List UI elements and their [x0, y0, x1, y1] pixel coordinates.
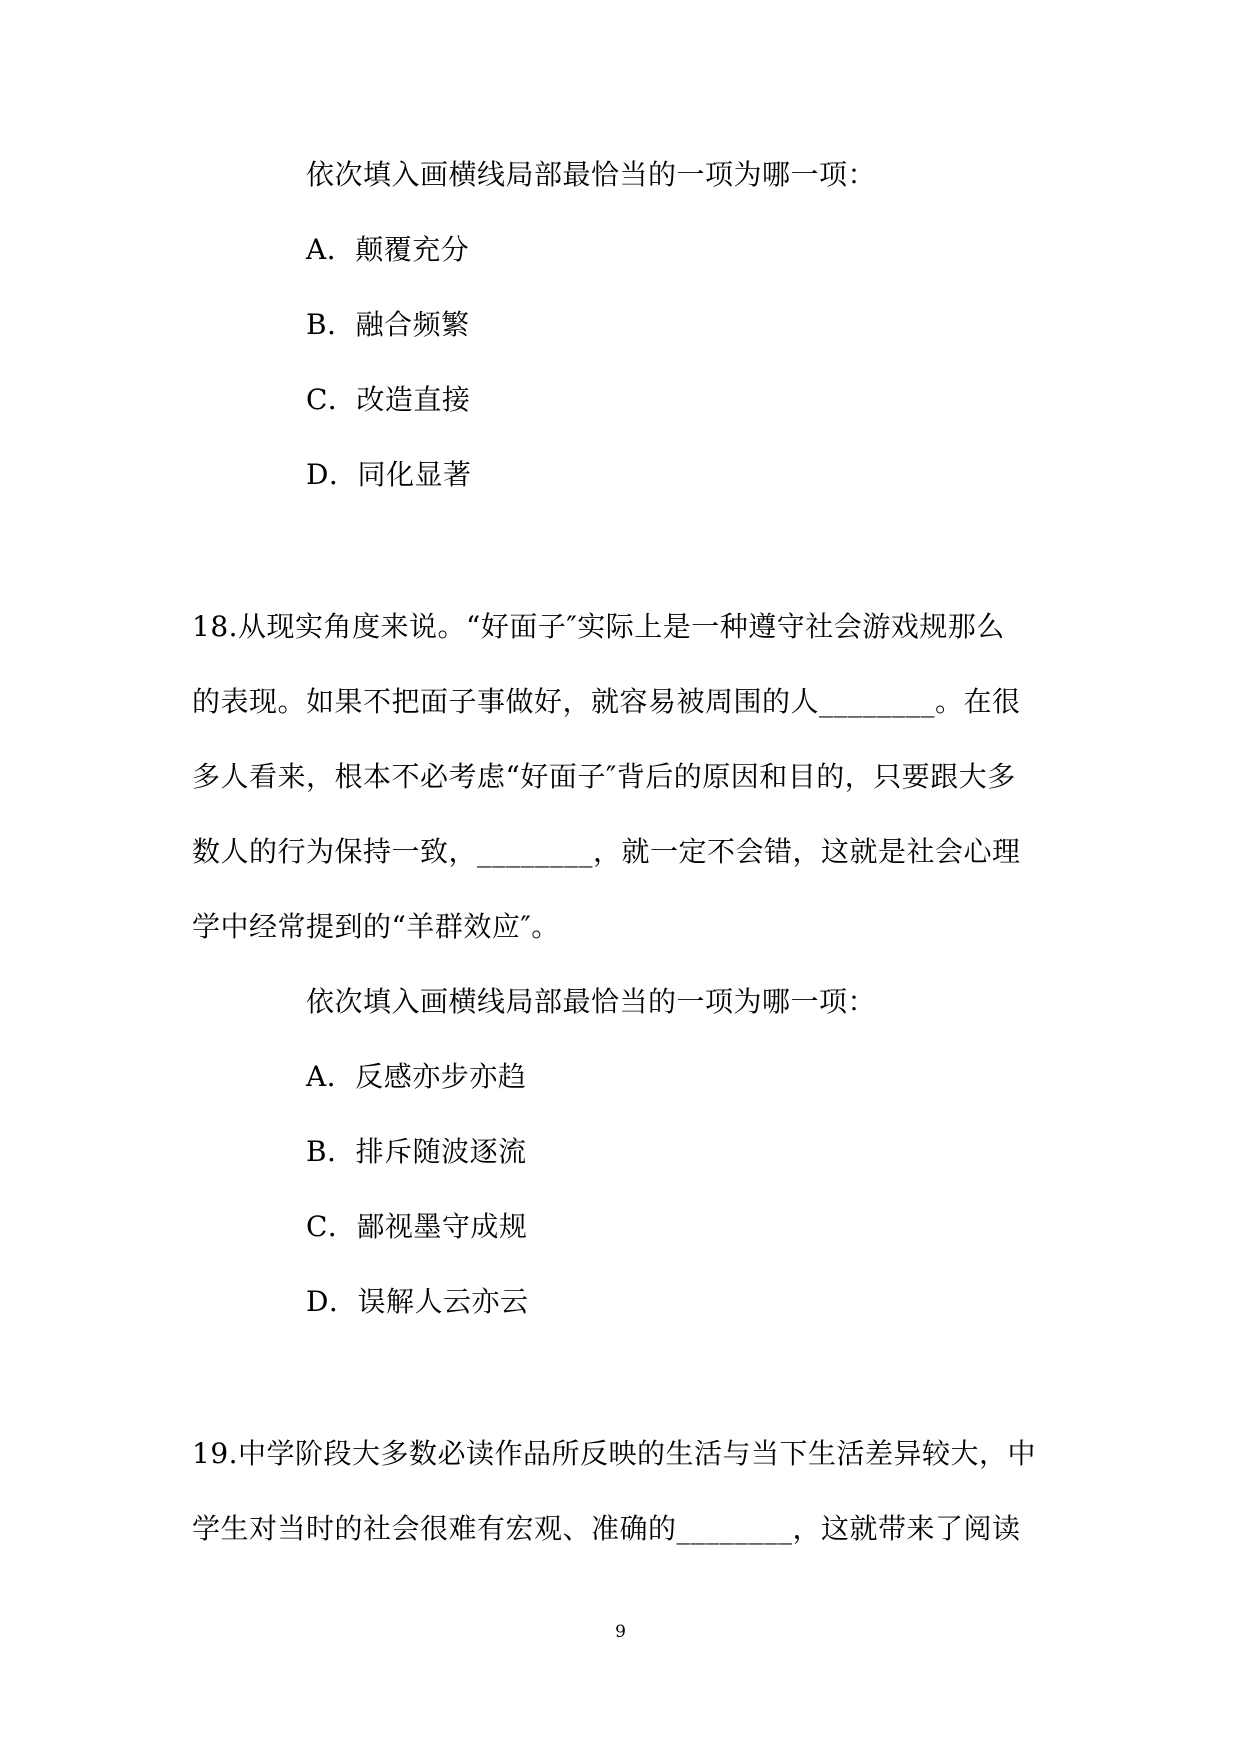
question-18-line-4: 数人的行为保持一致，________，就一定不会错，这就是社会心理	[192, 835, 1021, 868]
option-c: C．鄙视墨守成规	[306, 1210, 528, 1243]
option-c: C．改造直接	[306, 383, 471, 416]
option-d: D．误解人云亦云	[306, 1285, 529, 1318]
question-18-line-3: 多人看来，根本不必考虑“好面子″背后的原因和目的，只要跟大多	[192, 760, 1016, 793]
option-b: B．融合频繁	[306, 308, 470, 341]
option-a: A．反感亦步亦趋	[306, 1060, 527, 1093]
question-prompt: 依次填入画横线局部最恰当的一项为哪一项：	[306, 158, 877, 191]
option-b: B．排斥随波逐流	[306, 1135, 527, 1168]
question-18-line-5: 学中经常提到的“羊群效应″。	[192, 910, 560, 943]
page-number: 9	[615, 1622, 626, 1642]
question-19-line-1: 19.中学阶段大多数必读作品所反映的生活与当下生活差异较大，中	[192, 1437, 1037, 1470]
option-d: D．同化显著	[306, 458, 472, 491]
question-19-line-2: 学生对当时的社会很难有宏观、准确的________，这就带来了阅读	[192, 1512, 1021, 1545]
question-18-line-2: 的表现。如果不把面子事做好，就容易被周围的人________。在很	[192, 685, 1021, 718]
question-prompt: 依次填入画横线局部最恰当的一项为哪一项：	[306, 985, 877, 1018]
question-18-line-1: 18.从现实角度来说。“好面子″实际上是一种遵守社会游戏规那么	[192, 610, 1005, 643]
option-a: A．颠覆充分	[306, 233, 470, 266]
